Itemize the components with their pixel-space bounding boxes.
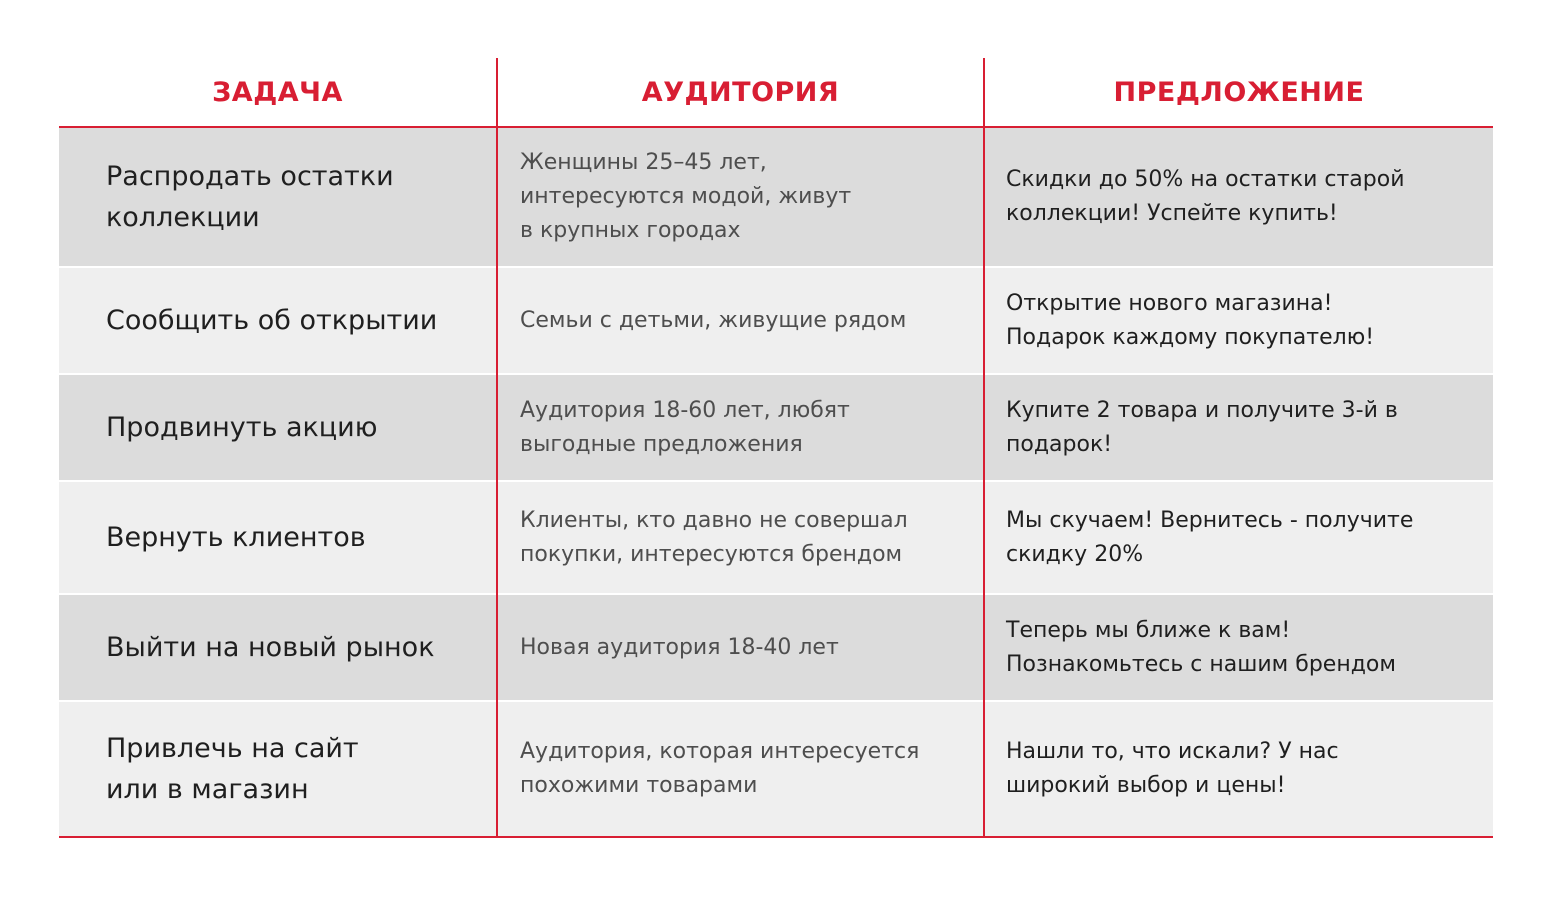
marketing-table (59, 58, 1493, 838)
audience-cell (497, 594, 984, 701)
audience-cell (497, 267, 984, 374)
task-cell (59, 701, 497, 837)
offer-text: Купите 2 товара и получите 3-й в подарок! (1006, 397, 1398, 457)
task-cell (59, 481, 497, 594)
offer-text: Мы скучаем! Вернитесь - получите скидку 20% (1006, 507, 1414, 567)
header-row (59, 58, 1493, 127)
offer-cell (984, 374, 1493, 481)
table-row (59, 374, 1493, 481)
offer-text: Открытие нового магазина! Подарок каждому покупателю! (1006, 290, 1375, 350)
table-row (59, 481, 1493, 594)
audience-text: Новая аудитория 18-40 лет (520, 634, 839, 660)
offer-text: Нашли то, что искали? У нас широкий выбор и цены! (1006, 739, 1339, 798)
marketing-table-container (59, 58, 1493, 838)
task-text: Привлечь на сайт или в магазин (106, 733, 359, 805)
offer-cell (984, 267, 1493, 374)
audience-cell (497, 374, 984, 481)
audience-text: Аудитория, которая интересуется похожими товарами (520, 739, 920, 798)
audience-text: Семьи с детьми, живущие рядом (520, 307, 907, 333)
task-text: Выйти на новый рынок (106, 632, 435, 663)
offer-cell (984, 594, 1493, 701)
task-text: Распродать остатки коллекции (106, 161, 394, 233)
header-task: ЗАДАЧА (59, 58, 497, 127)
task-cell (59, 127, 497, 267)
audience-text: Аудитория 18-60 лет, любят выгодные предложения (520, 397, 850, 457)
audience-cell (497, 127, 984, 267)
offer-cell (984, 127, 1493, 267)
header-audience: АУДИТОРИЯ (497, 58, 984, 127)
task-cell (59, 594, 497, 701)
table-row (59, 701, 1493, 837)
audience-text: Женщины 25–45 лет, интересуются модой, живут в крупных городах (520, 150, 852, 243)
header-offer: ПРЕДЛОЖЕНИЕ (984, 58, 1493, 127)
table-row (59, 267, 1493, 374)
task-cell (59, 267, 497, 374)
offer-text: Скидки до 50% на остатки старой коллекции! Успейте купить! (1006, 167, 1405, 226)
task-text: Сообщить об открытии (106, 305, 438, 336)
table-row (59, 594, 1493, 701)
table-row (59, 127, 1493, 267)
task-cell (59, 374, 497, 481)
task-text: Вернуть клиентов (106, 522, 366, 553)
audience-cell (497, 701, 984, 837)
audience-text: Клиенты, кто давно не совершал покупки, интересуются брендом (520, 507, 908, 567)
task-text: Продвинуть акцию (106, 412, 378, 443)
offer-cell (984, 701, 1493, 837)
offer-cell (984, 481, 1493, 594)
audience-cell (497, 481, 984, 594)
offer-text: Теперь мы ближе к вам! Познакомьтесь с нашим брендом (1006, 617, 1396, 677)
